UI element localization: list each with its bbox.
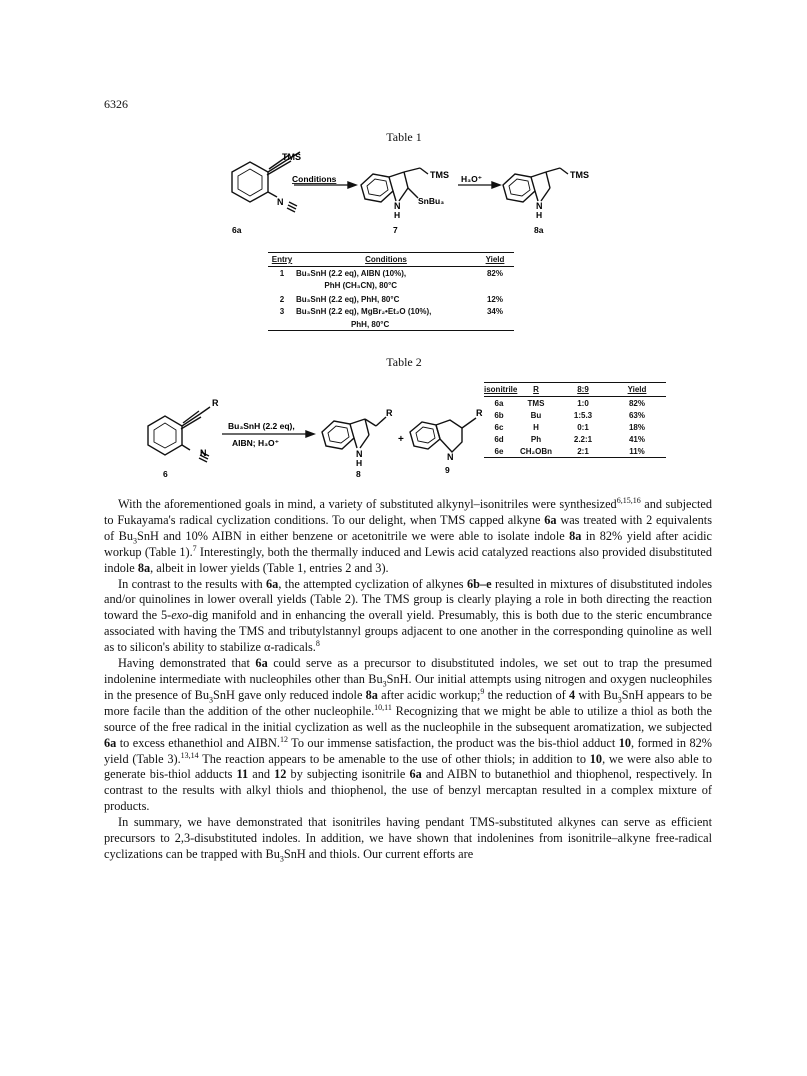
reagent-line2: AIBN; H₃O⁺: [232, 438, 280, 448]
table-row: [484, 421, 666, 433]
cell-yield: 34%: [486, 307, 503, 316]
cell: 11%: [629, 447, 645, 456]
h-7: H: [394, 210, 401, 220]
tms-6a: TMS: [282, 152, 301, 162]
table2-header: [484, 382, 666, 397]
r-9: R: [476, 408, 483, 418]
cell: 6d: [494, 435, 504, 444]
cell: H: [533, 423, 539, 432]
tms-8a: TMS: [570, 170, 589, 180]
table-row: [268, 291, 514, 305]
snbu3-7: SnBu₃: [418, 196, 445, 206]
paragraph-4: In summary, we have demonstrated that isonitriles having pendant TMS-substituted alkynes can serve as efficient precursors to 2,3-disubstituted indoles. In addition, we have shown that indolenines from isonitrile–alkyne free-radical cyclizations can be trapped with $Bu_3SnH$ and thiols. Our current efforts are: [104, 815, 712, 864]
table-row: [268, 267, 514, 279]
cell: 6a: [494, 399, 504, 408]
table2: [484, 382, 666, 458]
plus-sign: +: [398, 434, 404, 445]
benzene-9: [410, 422, 440, 449]
label-8: 8: [356, 469, 361, 479]
th-ratio: 8:9: [577, 385, 589, 394]
benzene-7: [361, 174, 393, 202]
cell: Bu: [530, 411, 542, 420]
table-row: [484, 433, 666, 445]
cell-conditions-2: PhH, 80°C: [350, 320, 390, 329]
arrow2-label: H₃O⁺: [461, 174, 483, 184]
table-row-cont: [268, 279, 514, 291]
cell: 63%: [628, 411, 645, 420]
label-7: 7: [393, 225, 398, 235]
cell-conditions: Bu₃SnH (2.2 eq), MgBr₂•Et₂O (10%),: [296, 307, 432, 316]
table2-caption: Table 2: [386, 355, 422, 369]
cell: 6c: [494, 423, 504, 432]
n-8: N: [356, 449, 363, 459]
tms-7: TMS: [430, 170, 449, 180]
n-7: N: [394, 201, 401, 211]
cell-entry: 3: [279, 307, 285, 316]
table2-scheme: [0, 370, 807, 480]
page-number: 6326: [104, 97, 128, 111]
cell: TMS: [527, 399, 545, 408]
h-8a: H: [536, 210, 543, 220]
paragraph-2: In contrast to the results with 6a, the attempted cyclization of alkynes 6b–e resulted in mixtures of disubstituted indoles and/or quinolines in lower overall yields (Table 2). The TMS group is clearly playing a role in both directing the reaction toward the 5-exo-dig manifold and in enhancing the overall yield. Presumably, this is both due to the steric encumbrance associated with having the TMS and tributylstannyl groups adjacent to one another in the corresponding quinoline as well as to silicon's ability to stabilize α-radicals.$^8$: [104, 576, 713, 655]
cell: CH₂OBn: [520, 447, 552, 456]
label-6a: 6a: [232, 225, 242, 235]
n-9: N: [447, 452, 454, 462]
label-8a: 8a: [534, 225, 544, 235]
r-6: R: [212, 398, 219, 408]
cell-conditions: Bu₃SnH (2.2 eq), AIBN (10%),: [296, 269, 407, 278]
cell: 41%: [628, 435, 645, 444]
n-6: N: [200, 448, 207, 458]
cell: 1:5.3: [573, 411, 593, 420]
cell: 6b: [494, 411, 504, 420]
paragraph-3: Having demonstrated that 6a could serve as a precursor to disubstituted indoles, we set out to trap the presumed indolenine intermediate with nucleophiles other than $Bu_3SnH$. Our initial attempts using nitrogen and oxygen nucleophiles in the presence of $Bu_3SnH$ gave only reduced indole 8a after acidic workup;$^9$ the reduction of 4 with $Bu_3SnH$ appears to be more facile than the addition of the other nucleophile.$^{10,11}$ Recognizing that we might be able to utilize a thiol as both the source of the free radical in the initial cyclization as well as the nucleophile in the subsequent aromatization, we subjected 6a to excess ethanethiol and AIBN.$^{12}$ To our immense satisfaction, the product was the bis-thiol adduct 10, formed in 82% yield (Table 3).$^{13,14}$ The reaction appears to be amenable to the use of other thiols; in addition to 10, we were also able to generate bis-thiol adducts 11 and 12 by subjecting isonitrile 6a and AIBN to butanethiol and thiophenol, respectively. In contrast to the results with alkyl thiols and thiophenol, the use of benzyl mercaptan resulted in a complex mixture of products.: [104, 656, 713, 814]
r-8: R: [386, 408, 393, 418]
table-row: [484, 409, 666, 421]
table1-header: [268, 252, 514, 267]
th-conditions: Conditions: [365, 255, 407, 264]
cell: 6e: [494, 447, 504, 456]
th-yield: Yield: [485, 255, 505, 264]
cell-conditions-2: PhH (CH₃CN), 80°C: [324, 281, 398, 290]
table-row: [484, 445, 666, 458]
label-9: 9: [445, 465, 450, 475]
reagent-line1: Bu₃SnH (2.2 eq),: [228, 421, 295, 431]
n-8a: N: [536, 201, 543, 211]
th-entry: Entry: [271, 255, 293, 264]
table1: [268, 252, 514, 331]
h-8: H: [356, 458, 363, 468]
pyridine-9: [436, 420, 462, 452]
benzene-6: [148, 416, 182, 455]
table-row: [484, 397, 666, 409]
label-6: 6: [163, 469, 168, 479]
cell: Ph: [530, 435, 542, 444]
th-isonitrile: isonitrile: [484, 385, 518, 394]
cell-yield: 82%: [486, 269, 503, 278]
cell-conditions: Bu₃SnH (2.2 eq), PhH, 80°C: [296, 295, 400, 304]
cell-entry: 1: [279, 269, 285, 278]
th-yield: Yield: [627, 385, 647, 394]
th-r: R: [533, 385, 539, 394]
n-6a: N: [277, 197, 284, 207]
cell: 2.2:1: [573, 435, 593, 444]
cell: 2:1: [577, 447, 589, 456]
cell: 82%: [628, 399, 645, 408]
cell-yield: 12%: [486, 295, 503, 304]
paragraph-1: With the aforementioned goals in mind, a variety of substituted alkynyl–isonitriles were synthesized$^{6,15,16}$ and subjected to Fukayama's radical cyclization conditions. To our delight, when TMS capped alkyne 6a was treated with 2 equivalents of $Bu_3SnH$ and 10% AIBN in either benzene or acetonitrile we were able to isolate indole 8a in 82% yield after acidic workup (Table 1).$^7$ Interestingly, both the thermally induced and Lewis acid catalyzed reactions also provided disubstituted indole 8a, albeit in lower yields (Table 1, entries 2 and 3).: [104, 495, 712, 575]
table-row-cont: [268, 318, 514, 331]
benzene-8a: [503, 174, 535, 202]
arrow1-label: Conditions: [292, 174, 337, 184]
cell: 1:0: [577, 399, 589, 408]
benzene-8: [322, 421, 354, 449]
table1-caption: Table 1: [386, 130, 422, 144]
body-text: [104, 497, 712, 863]
cell: 18%: [628, 423, 645, 432]
cell-entry: 2: [279, 295, 285, 304]
cell: 0:1: [577, 423, 589, 432]
table-row: [268, 305, 514, 317]
scheme2-structures: [148, 407, 476, 462]
